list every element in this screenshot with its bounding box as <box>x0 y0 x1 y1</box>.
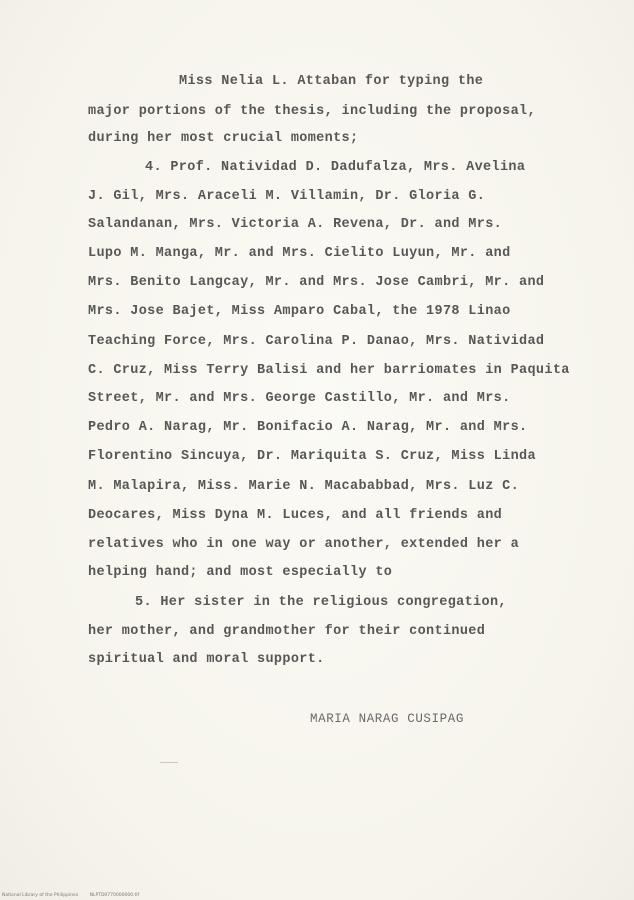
text-line: Street, Mr. and Mrs. George Castillo, Mr. and Mrs. <box>88 391 511 406</box>
footer-filename: NLPTD0770000000.tif <box>89 893 140 898</box>
text-line: M. Malapira, Miss. Marie N. Macababbad, Mrs. Luz C. <box>88 479 520 494</box>
text-line: Mrs. Jose Bajet, Miss Amparo Cabal, the 1978 Linao <box>88 304 511 319</box>
text-line: helping hand; and most especially to <box>88 565 393 580</box>
text-line: Lupo M. Manga, Mr. and Mrs. Cielito Luyun, Mr. and <box>88 246 511 261</box>
list-item-4: 4. Prof. Natividad D. Dadufalza, Mrs. Avelina <box>145 160 526 175</box>
text-line: Pedro A. Narag, Mr. Bonifacio A. Narag, Mr. and Mrs. <box>88 420 528 435</box>
text-line: Salandanan, Mrs. Victoria A. Revena, Dr. and Mrs. <box>88 217 503 232</box>
text-line: her mother, and grandmother for their continued <box>88 624 486 639</box>
author-signature-name: MARIA NARAG CUSIPAG <box>310 712 464 726</box>
smudge-mark <box>160 762 178 763</box>
text-line: Deocares, Miss Dyna M. Luces, and all friends and <box>88 508 503 523</box>
text-line: Teaching Force, Mrs. Carolina P. Danao, Mrs. Natividad <box>88 334 545 349</box>
text-line: during her most crucial moments; <box>88 131 359 146</box>
scan-footer <box>2 893 149 898</box>
list-item-5: 5. Her sister in the religious congregation, <box>135 595 507 610</box>
text-line: Mrs. Benito Langcay, Mr. and Mrs. Jose Cambri, Mr. and <box>88 275 545 290</box>
text-line: C. Cruz, Miss Terry Balisi and her barriomates in Paquita <box>88 363 570 378</box>
text-line: Florentino Sincuya, Dr. Mariquita S. Cruz, Miss Linda <box>88 449 536 464</box>
footer-source: National Library of the Philippines <box>2 893 79 898</box>
text-line: major portions of the thesis, including the proposal, <box>88 104 536 119</box>
text-line: spiritual and moral support. <box>88 652 325 667</box>
text-line: J. Gil, Mrs. Araceli M. Villamin, Dr. Gloria G. <box>88 189 486 204</box>
text-line: Miss Nelia L. Attaban for typing the <box>179 74 484 89</box>
text-line: relatives who in one way or another, extended her a <box>88 537 520 552</box>
